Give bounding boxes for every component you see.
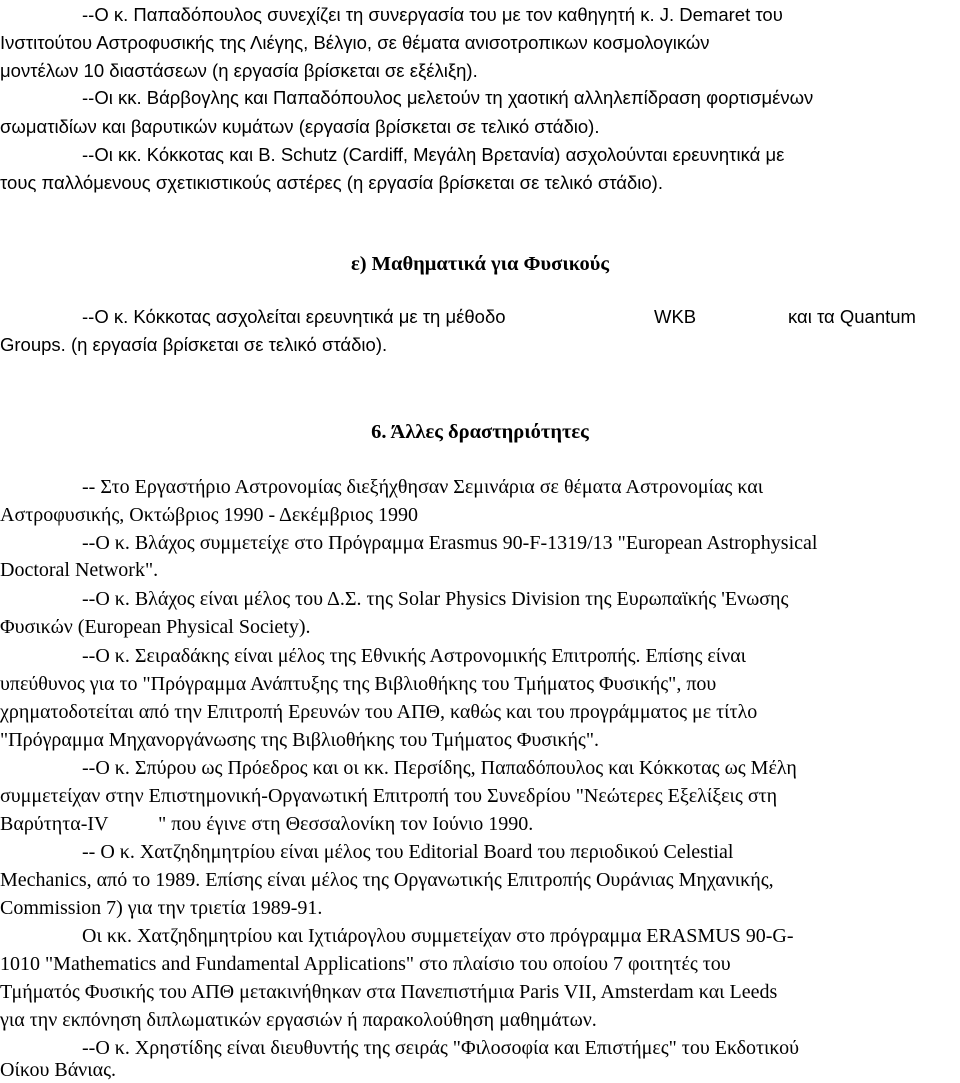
text-line: Φυσικών (European Physical Society). <box>0 616 311 638</box>
text-line: Οίκου Βάνιας. <box>0 1059 117 1081</box>
text-line: 1010 "Mathematics and Fundamental Applications" στο πλαίσιο του οποίου 7 φοιτητές του <box>0 953 731 975</box>
text-line: -- Στο Εργαστήριο Αστρονομίας διεξήχθησαν Σεμινάρια σε θέματα Αστρονομίας και <box>82 476 764 498</box>
text-line: --Οι κκ. Βάρβογλης και Παπαδόπουλος μελετούν τη χαοτική αλληλεπίδραση φορτισμένων <box>82 87 814 108</box>
text-line: "Πρόγραμμα Μηχανοργάνωσης της Βιβλιοθήκης του Τμήματος Φυσικής". <box>0 729 600 751</box>
text-line-keyword: WKB <box>654 306 697 327</box>
text-line: --Ο κ. Βλάχος είναι μέλος του Δ.Σ. της Solar Physics Division της Ευρωπαϊκής 'Ενωσης <box>82 588 789 610</box>
text-line: --Ο κ. Παπαδόπουλος συνεχίζει τη συνεργασία του με τον καθηγητή κ. J. Demaret του <box>82 4 783 25</box>
text-line: μοντέλων 10 διαστάσεων (η εργασία βρίσκεται σε εξέλιξη). <box>0 60 478 81</box>
text-line: συμμετείχαν στην Επιστημονική-Οργανωτική Επιτροπή του Συνεδρίου "Νεώτερες Εξελίξεις στη <box>0 785 778 807</box>
section-heading: ε) Μαθηματικά για Φυσικούς <box>350 253 610 275</box>
text-line: --Ο κ. Χρηστίδης είναι διευθυντής της σειράς "Φιλοσοφία και Επιστήμες" του Εκδοτικού <box>82 1037 799 1059</box>
text-line: Groups. (η εργασία βρίσκεται σε τελικό στάδιο). <box>0 334 388 355</box>
text-line: σωματιδίων και βαρυτικών κυμάτων (εργασία βρίσκεται σε τελικό στάδιο). <box>0 116 600 137</box>
section-heading: 6. Άλλες δραστηριότητες <box>371 421 589 443</box>
text-line: --Ο κ. Βλάχος συμμετείχε στο Πρόγραμμα Erasmus 90-F-1319/13 "European Astrophysical <box>82 532 818 554</box>
text-line: Commission 7) για την τριετία 1989-91. <box>0 897 323 919</box>
text-line: --Οι κκ. Κόκκοτας και B. Schutz (Cardiff, Μεγάλη Βρετανία) ασχολούνται ερευνητικά με <box>82 144 785 165</box>
text-line: Αστροφυσικής, Οκτώβριος 1990 - Δεκέμβριος 1990 <box>0 504 418 526</box>
text-line: Οι κκ. Χατζηδημητρίου και Ιχτιάρογλου συμμετείχαν στο πρόγραμμα ERASMUS 90-G- <box>82 925 794 947</box>
text-line: --Ο κ. Σειραδάκης είναι μέλος της Εθνικής Αστρονομικής Επιτροπής. Επίσης είναι <box>82 645 747 667</box>
text-line: Doctoral Network". <box>0 559 159 581</box>
text-line: και τα Quantum <box>788 306 916 327</box>
text-line: υπεύθυνος για το "Πρόγραμμα Ανάπτυξης της Βιβλιοθήκης του Τμήματος Φυσικής", που <box>0 673 717 695</box>
text-line: --Ο κ. Κόκκοτας ασχολείται ερευνητικά με τη μέθοδο <box>82 306 506 327</box>
text-line: Βαρύτητα-IV " που έγινε στη Θεσσαλονίκη τον Ιούνιο 1990. <box>0 813 534 835</box>
text-line: χρηματοδοτείται από την Επιτροπή Ερευνών του ΑΠΘ, καθώς και του προγράμματος με τίτλο <box>0 701 758 723</box>
text-line: Ινστιτούτου Αστροφυσικής της Λιέγης, Βέλγιο, σε θέματα ανισοτροπικων κοσμολογικών <box>0 32 710 53</box>
text-line: τους παλλόμενους σχετικιστικούς αστέρες (η εργασία βρίσκεται σε τελικό στάδιο). <box>0 172 663 193</box>
text-line: για την εκπόνηση διπλωματικών εργασιών ή παρακολούθηση μαθημάτων. <box>0 1009 597 1031</box>
text-line: --Ο κ. Σπύρου ως Πρόεδρος και οι κκ. Περσίδης, Παπαδόπουλος και Κόκκοτας ως Μέλη <box>82 757 797 779</box>
text-line: -- Ο κ. Χατζηδημητρίου είναι μέλος του Editorial Board του περιοδικού Celestial <box>82 841 734 863</box>
text-line: Τμήματός Φυσικής του ΑΠΘ μετακινήθηκαν στα Πανεπιστήμια Paris VII, Amsterdam και Leeds <box>0 981 778 1003</box>
text-line: Mechanics, από το 1989. Επίσης είναι μέλος της Οργανωτικής Επιτροπής Ουράνιας Μηχανικής, <box>0 869 774 891</box>
